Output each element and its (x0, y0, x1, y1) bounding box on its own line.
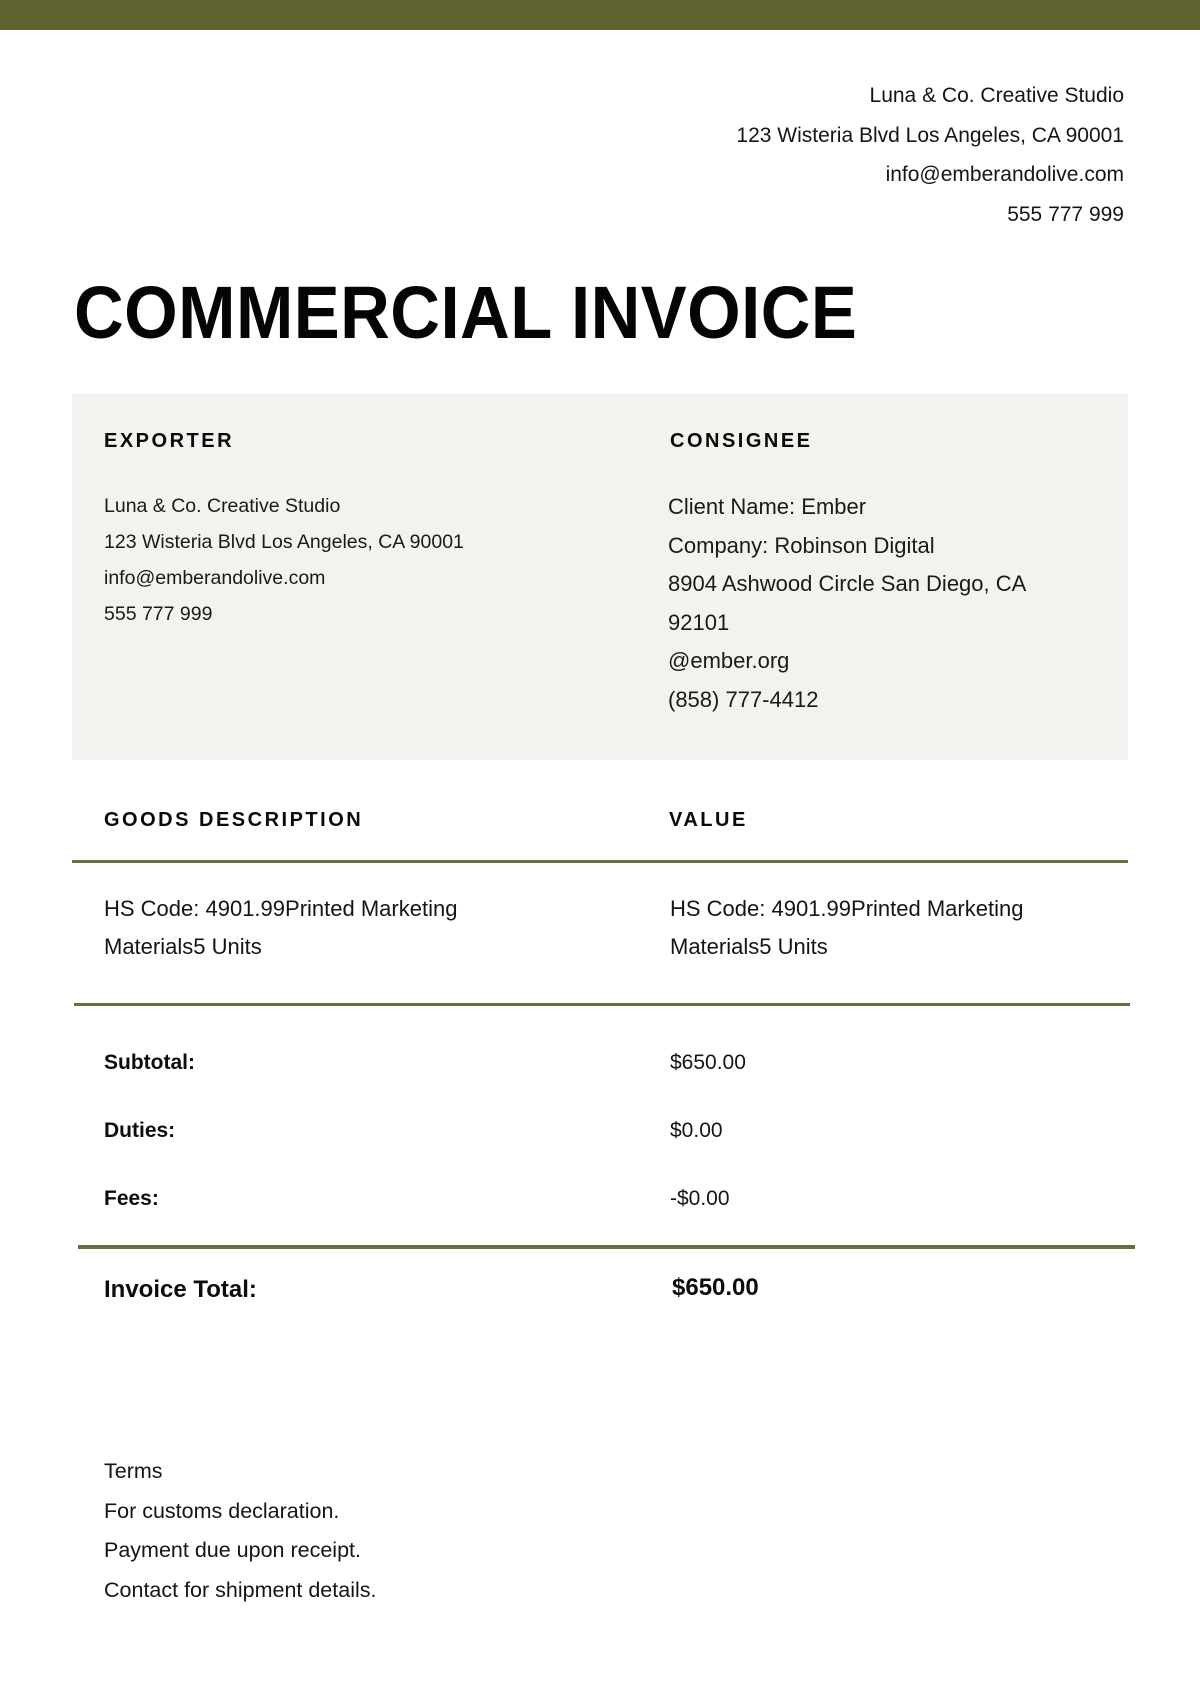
terms-line: For customs declaration. (104, 1498, 340, 1523)
terms-heading: Terms (104, 1459, 163, 1483)
terms-section (104, 1452, 376, 1610)
page-title: COMMERCIAL INVOICE (74, 271, 858, 354)
goods-description-header: GOODS DESCRIPTION (104, 809, 364, 831)
consignee-heading: CONSIGNEE (670, 430, 813, 452)
exporter-address: 123 Wisteria Blvd Los Angeles, CA 90001 (104, 531, 464, 553)
exporter-heading: EXPORTER (104, 430, 235, 452)
invoice-total-value: $650.00 (672, 1274, 759, 1301)
goods-value-header: VALUE (669, 809, 748, 831)
consignee-client-name: Client Name: Ember (668, 494, 867, 519)
total-divider (78, 1245, 1135, 1249)
fees-label: Fees: (104, 1187, 159, 1210)
invoice-total-label: Invoice Total: (104, 1276, 257, 1303)
goods-value-cell: HS Code: 4901.99Printed Marketing Materials5 Units (670, 896, 1024, 959)
exporter-name: Luna & Co. Creative Studio (104, 495, 341, 517)
goods-description-cell: HS Code: 4901.99Printed Marketing Materials5 Units (104, 896, 458, 959)
subtotal-value: $650.00 (670, 1051, 746, 1074)
sender-info (736, 76, 1124, 234)
exporter-details (104, 488, 464, 632)
duties-value: $0.00 (670, 1119, 723, 1142)
consignee-email: @ember.org (668, 648, 790, 673)
header-accent-bar (0, 0, 1200, 30)
subtotal-label: Subtotal: (104, 1051, 195, 1074)
consignee-address-line-1: 8904 Ashwood Circle San Diego, CA (668, 571, 1027, 596)
consignee-phone: (858) 777-4412 (668, 686, 819, 712)
consignee-company: Company: Robinson Digital (668, 532, 935, 558)
consignee-details (668, 488, 1088, 719)
fees-value: -$0.00 (670, 1187, 730, 1210)
divider (74, 1003, 1130, 1006)
consignee-address-line-2: 92101 (668, 609, 730, 635)
terms-line: Payment due upon receipt. (104, 1538, 361, 1562)
sender-email: info@emberandolive.com (885, 163, 1124, 186)
sender-phone: 555 777 999 (1007, 202, 1124, 226)
duties-label: Duties: (104, 1119, 176, 1142)
divider (72, 860, 1128, 863)
sender-address: 123 Wisteria Blvd Los Angeles, CA 90001 (736, 123, 1124, 147)
terms-line: Contact for shipment details. (104, 1577, 377, 1602)
exporter-email: info@emberandolive.com (104, 567, 326, 589)
sender-name: Luna & Co. Creative Studio (869, 84, 1124, 107)
exporter-phone: 555 777 999 (104, 603, 213, 625)
parties-panel (72, 394, 1128, 760)
